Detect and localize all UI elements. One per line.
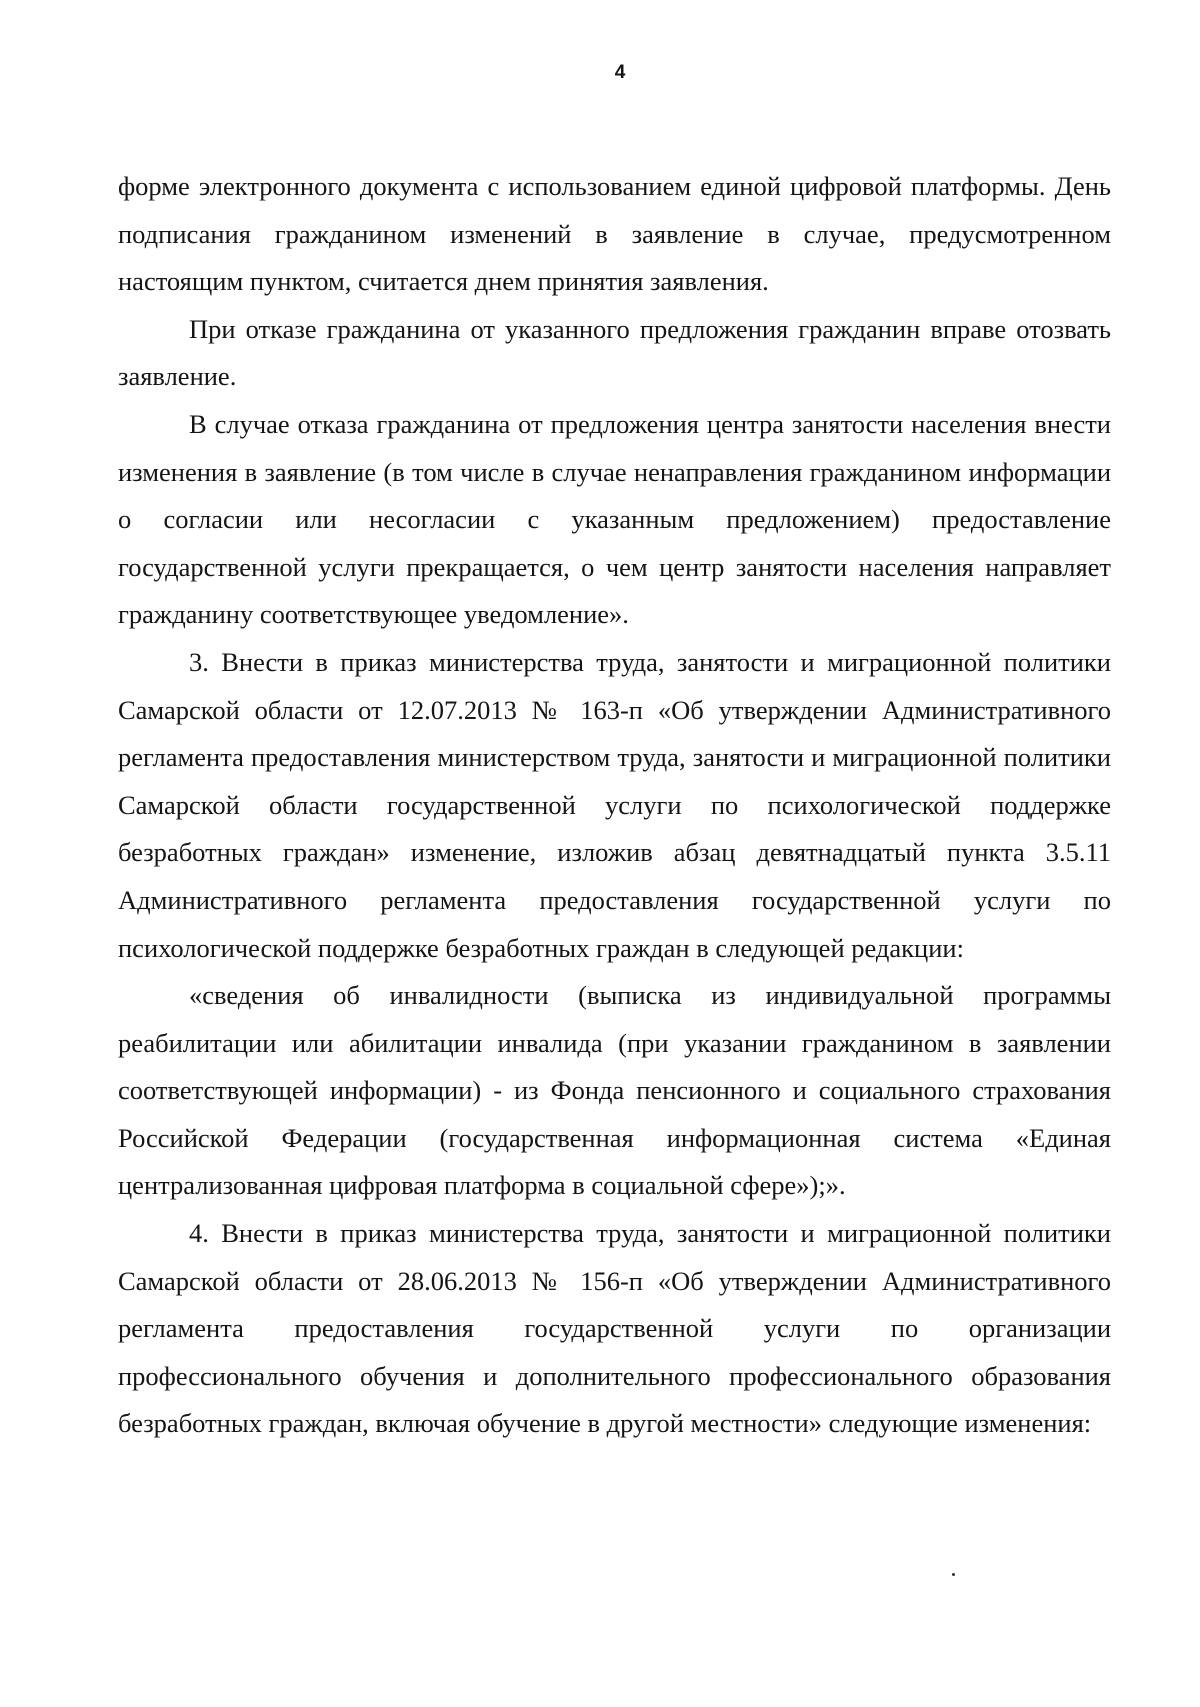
paragraph: В случае отказа гражданина от предложения центра занятости населения внести изменения в заявление (в том числе в случае ненаправления гражданином информации о согласии или несогласии с указанным предложением) предоставление государственной услуги прекращается, о чем центр занятости населения направляет гражданину соответствующее уведомление».	[118, 408, 1111, 630]
paragraph: При отказе гражданина от указанного предложения гражданин вправе отозвать заявление.	[118, 313, 1111, 392]
paragraph: 4. Внести в приказ министерства труда, занятости и миграционной политики Самарской области от 28.06.2013 № 156-п «Об утверждении Административного регламента предоставления государственной услуги по организации профессионального обучения и дополнительного профессионального образования безработных граждан, включая обучение в другой местности» следующие изменения:	[118, 1218, 1111, 1439]
scan-artifact-dot	[952, 1573, 955, 1576]
page-number: 4	[614, 62, 626, 83]
paragraph: «сведения об инвалидности (выписка из индивидуальной программы реабилитации или абилитации инвалида (при указании гражданином в заявлении соответствующей информации) - из Фонда пенсионного и социального страхования Российской Федерации (государственная информационная система «Единая централизованная цифровая платформа в социальной сфере»);».	[118, 980, 1111, 1201]
paragraph: форме электронного документа с использованием единой цифровой платформы. День подписания гражданином изменений в заявление в случае, предусмотренном настоящим пунктом, считается днем принятия заявления.	[118, 171, 1111, 297]
paragraph: 3. Внести в приказ министерства труда, занятости и миграционной политики Самарской области от 12.07.2013 № 163-п «Об утверждении Административного регламента предоставления министерством труда, занятости и миграционной политики Самарской области государственной услуги по психологической поддержке безработных граждан» изменение, изложив абзац девятнадцатый пункта 3.5.11 Административного регламента предоставления государственной услуги по психологической поддержке безработных граждан в следующей редакции:	[118, 646, 1111, 963]
document-body	[118, 163, 1111, 1448]
